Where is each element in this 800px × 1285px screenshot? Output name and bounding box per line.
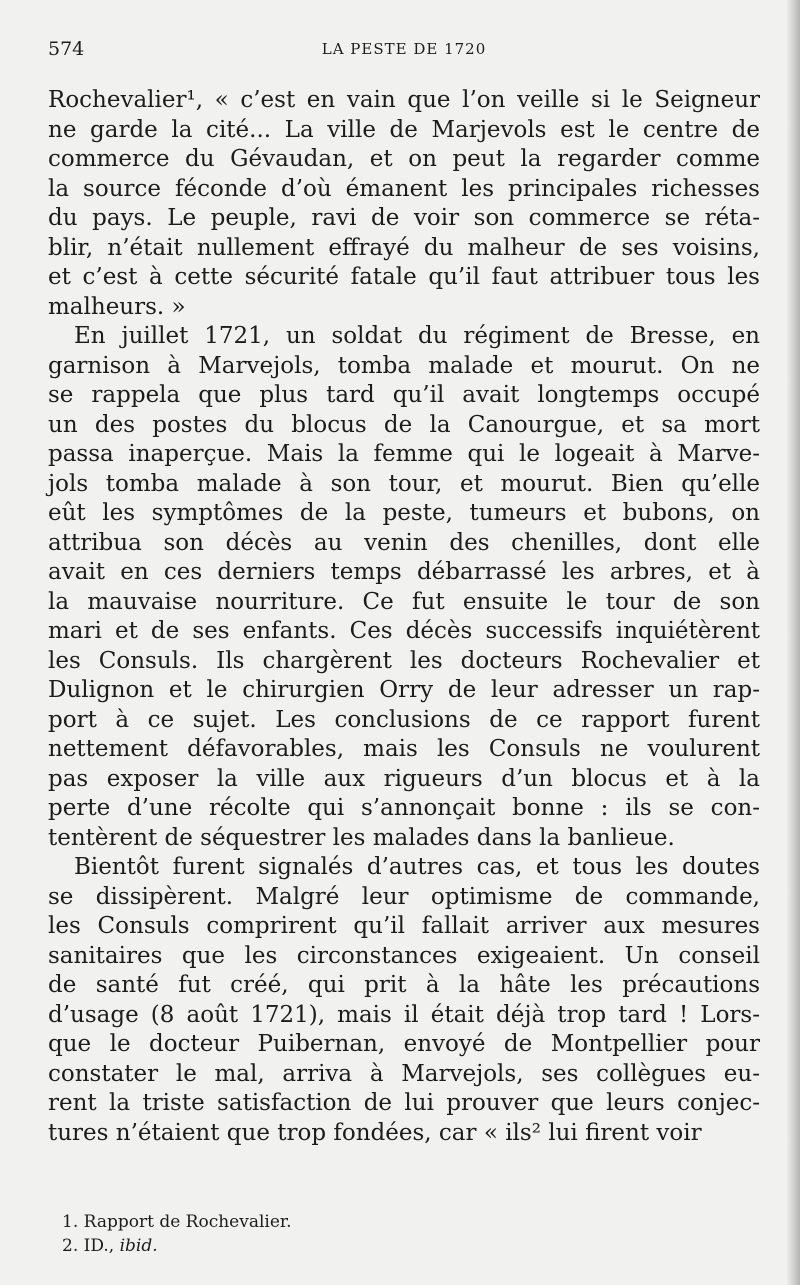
text-line: commerce du Gévaudan, et on peut la regarder comme	[48, 146, 760, 172]
page-header	[48, 38, 760, 68]
footnote-number: 1.	[62, 1212, 79, 1232]
text-line: sanitaires que les circonstances exigeaient. Un conseil	[48, 942, 760, 969]
text-line: la mauvaise nourriture. Ce fut ensuite le tour de son	[48, 588, 760, 615]
footnote-reference: ibid.	[119, 1236, 158, 1256]
text-line: tures n’étaient que trop fondées, car « ils² lui firent voir	[48, 1119, 702, 1146]
text-line: constater le mal, arriva à Marvejols, ses collègues eu-	[48, 1060, 760, 1087]
text-line: les Consuls comprirent qu’il fallait arriver aux mesures	[48, 913, 760, 939]
text-line: se dissipèrent. Malgré leur optimisme de commande,	[48, 883, 760, 910]
text-line: d’usage (8 août 1721), mais il était déjà trop tard ! Lors-	[48, 1001, 760, 1028]
paragraph	[48, 853, 760, 1148]
text-line: avait en ces derniers temps débarrassé les arbres, et à	[48, 559, 760, 585]
footnotes	[62, 1210, 752, 1258]
text-line: garnison à Marvejols, tomba malade et mourut. On ne	[48, 352, 760, 379]
text-line: port à ce sujet. Les conclusions de ce rapport furent	[48, 706, 760, 733]
footnote-text: ID.,	[83, 1236, 120, 1256]
text-line: et c’est à cette sécurité fatale qu’il faut attribuer tous les	[48, 264, 760, 290]
text-line: de santé fut créé, qui prit à la hâte les précautions	[48, 972, 760, 998]
page-number: 574	[48, 38, 85, 60]
text-line: que le docteur Puibernan, envoyé de Montpellier pour	[48, 1031, 760, 1057]
running-title: LA PESTE DE 1720	[321, 40, 487, 58]
text-line: malheurs. »	[48, 293, 186, 320]
footnote-text: Rapport de Rochevalier.	[83, 1212, 292, 1232]
text-line: un des postes du blocus de la Canourgue, et sa mort	[48, 411, 760, 438]
text-line: perte d’une récolte qui s’annonçait bonne : ils se con-	[48, 795, 760, 821]
text-line: ne garde la cité... La ville de Marjevols est le centre de	[48, 116, 760, 143]
text-line: eût les symptômes de la peste, tumeurs et bubons, on	[48, 500, 760, 526]
scan-shadow	[786, 0, 800, 1285]
paragraph	[48, 322, 760, 853]
text-line: passa inaperçue. Mais la femme qui le logeait à Marve-	[48, 441, 760, 467]
text-line: Dulignon et le chirurgien Orry de leur adresser un rap-	[48, 677, 760, 703]
text-line: Rochevalier¹, « c’est en vain que l’on veille si le Seigneur	[48, 87, 760, 113]
text-line: se rappela que plus tard qu’il avait longtemps occupé	[48, 382, 760, 408]
text-line: nettement défavorables, mais les Consuls ne voulurent	[48, 736, 760, 762]
footnote-1	[62, 1210, 752, 1234]
text-line: mari et de ses enfants. Ces décès successifs inquiétèrent	[48, 618, 760, 644]
text-line: pas exposer la ville aux rigueurs d’un blocus et à la	[48, 765, 760, 792]
text-line: Bientôt furent signalés d’autres cas, et tous les doutes	[74, 854, 760, 880]
text-line: la source féconde d’où émanent les principales richesses	[48, 175, 760, 202]
text-line: du pays. Le peuple, ravi de voir son commerce se réta-	[48, 205, 760, 231]
text-line: blir, n’était nullement effrayé du malheur de ses voisins,	[48, 234, 760, 261]
paragraph	[48, 86, 760, 322]
text-line: jols tomba malade à son tour, et mourut. Bien qu’elle	[48, 470, 760, 497]
footnote-number: 2.	[62, 1236, 79, 1256]
text-line: attribua son décès au venin des chenilles, dont elle	[48, 529, 760, 556]
body-text	[48, 86, 760, 1148]
text-line: tentèrent de séquestrer les malades dans la banlieue.	[48, 824, 675, 851]
text-line: les Consuls. Ils chargèrent les docteurs Rochevalier et	[48, 647, 760, 674]
text-line: En juillet 1721, un soldat du régiment de Bresse, en	[74, 323, 760, 349]
text-line: rent la triste satisfaction de lui prouver que leurs conjec-	[48, 1090, 760, 1116]
footnote-2	[62, 1234, 752, 1258]
